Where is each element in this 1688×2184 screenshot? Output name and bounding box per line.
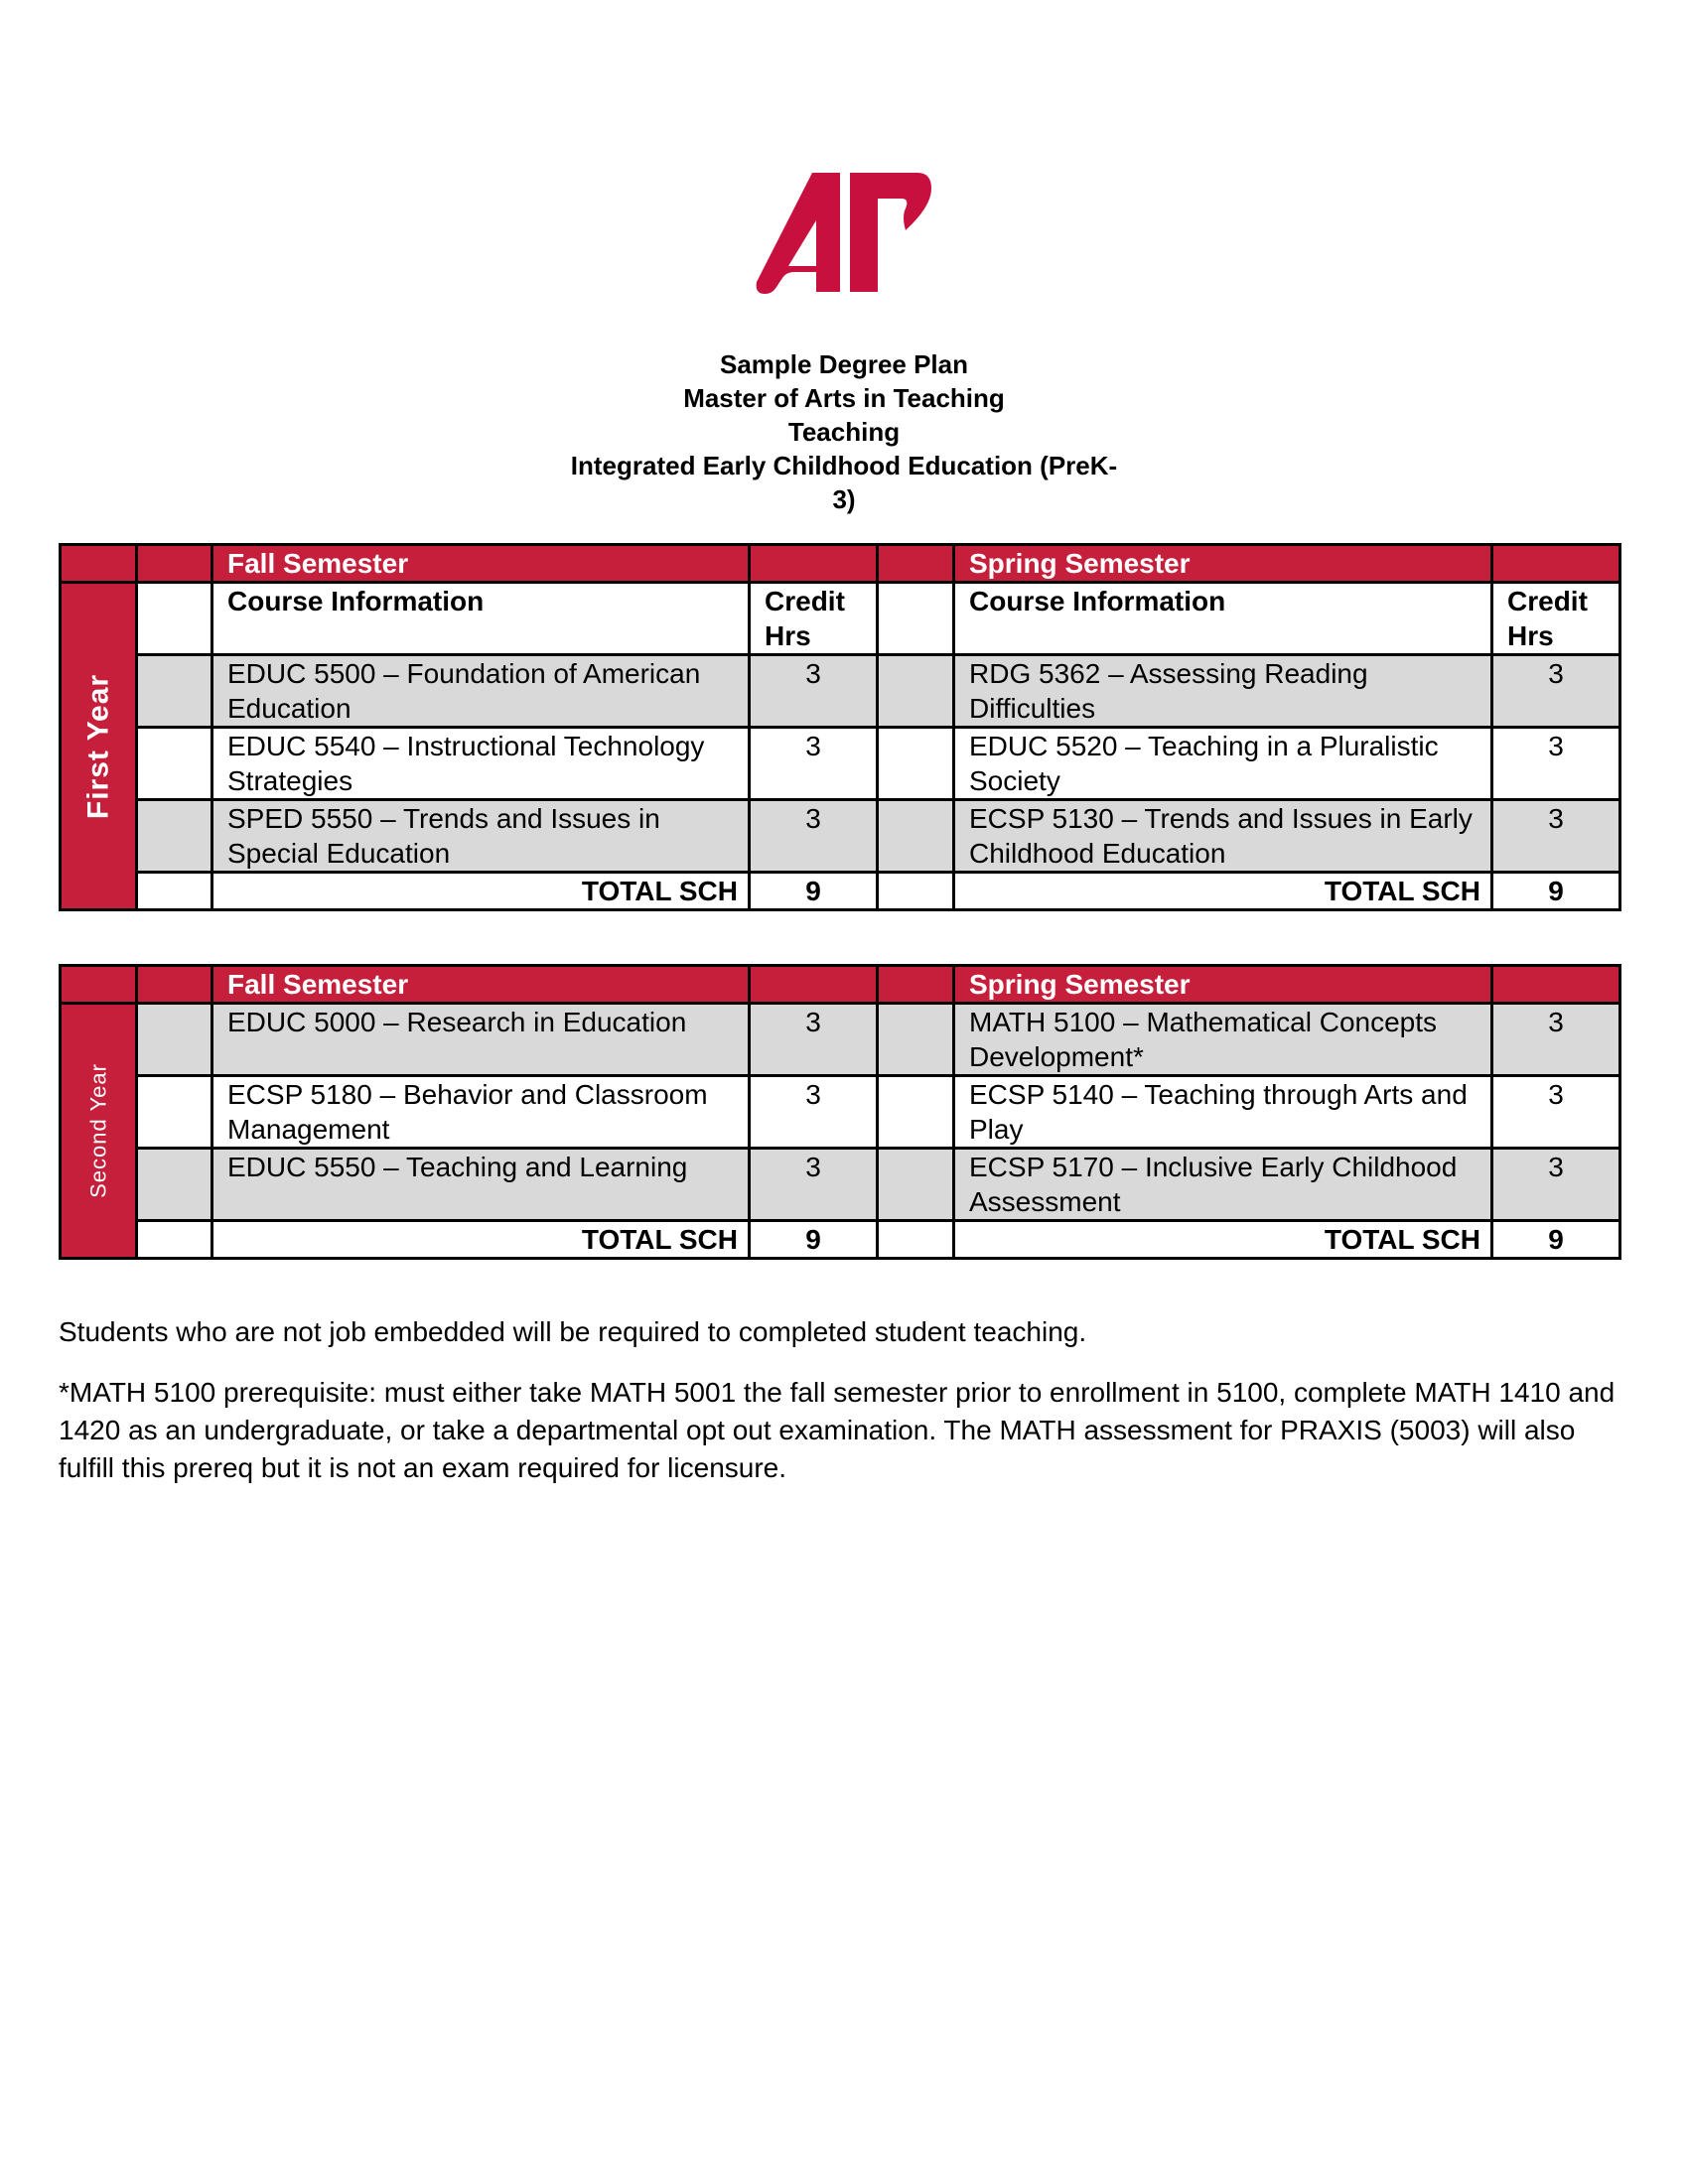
- logo-letter-a: [757, 173, 840, 294]
- course-row: [61, 728, 1620, 800]
- spring-total-label: TOTAL SCH: [954, 1221, 1492, 1259]
- title-line: Integrated Early Childhood Education (PreK-: [570, 451, 1118, 480]
- second-year-table: [59, 964, 1621, 1260]
- spring-course-name: ECSP 5130 – Trends and Issues in Early Childhood Education: [954, 800, 1492, 873]
- header-blank-cell: [137, 966, 212, 1004]
- fall-semester-heading: Fall Semester: [212, 545, 750, 583]
- header-corner-cell: [61, 545, 137, 583]
- fall-course-name: EDUC 5550 – Teaching and Learning: [212, 1149, 750, 1221]
- fall-semester-heading: Fall Semester: [212, 966, 750, 1004]
- credit-hrs-header: Credit Hrs: [750, 583, 878, 655]
- fall-course-name: EDUC 5000 – Research in Education: [212, 1004, 750, 1076]
- course-info-header: Course Information: [212, 583, 750, 655]
- total-row: [61, 1221, 1620, 1259]
- header-corner-cell: [61, 966, 137, 1004]
- first-year-label: First Year: [81, 673, 115, 819]
- header-blank-cell: [878, 966, 954, 1004]
- blank-cell: [137, 873, 212, 910]
- blank-cell: [878, 800, 954, 873]
- fall-total-value: 9: [750, 1221, 878, 1259]
- spring-semester-heading: Spring Semester: [954, 545, 1492, 583]
- credit-hrs-header: Credit Hrs: [1492, 583, 1620, 655]
- course-row: [61, 1149, 1620, 1221]
- column-header-row: [61, 583, 1620, 655]
- blank-cell: [137, 1221, 212, 1259]
- fall-course-credits: 3: [750, 728, 878, 800]
- spring-course-credits: 3: [1492, 1004, 1620, 1076]
- course-row: [61, 800, 1620, 873]
- math-prerequisite-note: *MATH 5100 prerequisite: must either take MATH 5001 the fall semester prior to enrollment in 5100, complete MATH 1410 and 1420 as an undergraduate, or take a departmental opt out examination. The MATH assessment for PRAXIS (5003) will also fulfill this prereq but it is not an exam required for licensure.: [59, 1377, 1616, 1483]
- fall-course-name: SPED 5550 – Trends and Issues in Special Education: [212, 800, 750, 873]
- course-row: [61, 1004, 1620, 1076]
- blank-cell: [878, 1149, 954, 1221]
- fall-course-credits: 3: [750, 1149, 878, 1221]
- title-line: Sample Degree Plan: [720, 349, 968, 379]
- blank-cell: [137, 1149, 212, 1221]
- blank-cell: [878, 1221, 954, 1259]
- title-line: Master of Arts in Teaching: [683, 383, 1005, 413]
- fall-course-credits: 3: [750, 1004, 878, 1076]
- blank-cell: [878, 873, 954, 910]
- spring-course-name: EDUC 5520 – Teaching in a Pluralistic Society: [954, 728, 1492, 800]
- student-teaching-note: Students who are not job embedded will be required to completed student teaching.: [59, 1316, 1087, 1347]
- fall-course-credits: 3: [750, 1076, 878, 1149]
- spring-course-credits: 3: [1492, 1149, 1620, 1221]
- course-row: [61, 1076, 1620, 1149]
- fall-course-name: EDUC 5500 – Foundation of American Education: [212, 655, 750, 728]
- spring-course-credits: 3: [1492, 728, 1620, 800]
- blank-cell: [878, 1076, 954, 1149]
- course-info-header: Course Information: [954, 583, 1492, 655]
- spring-course-credits: 3: [1492, 655, 1620, 728]
- fall-course-credits: 3: [750, 655, 878, 728]
- total-row: [61, 873, 1620, 910]
- blank-cell: [137, 800, 212, 873]
- fall-course-name: EDUC 5540 – Instructional Technology Strategies: [212, 728, 750, 800]
- header-blank-cell: [1492, 966, 1620, 1004]
- logo-letter-p: [850, 173, 931, 292]
- semester-header-row: [61, 545, 1620, 583]
- header-blank-cell: [137, 545, 212, 583]
- blank-cell: [878, 1004, 954, 1076]
- semester-header-row: [61, 966, 1620, 1004]
- spring-total-value: 9: [1492, 1221, 1620, 1259]
- blank-cell: [878, 728, 954, 800]
- blank-cell: [137, 583, 212, 655]
- spring-course-credits: 3: [1492, 1076, 1620, 1149]
- spring-course-name: ECSP 5140 – Teaching through Arts and Play: [954, 1076, 1492, 1149]
- spring-course-name: MATH 5100 – Mathematical Concepts Development*: [954, 1004, 1492, 1076]
- header-blank-cell: [1492, 545, 1620, 583]
- year-label-cell: [61, 1004, 137, 1259]
- spring-course-name: ECSP 5170 – Inclusive Early Childhood Assessment: [954, 1149, 1492, 1221]
- blank-cell: [878, 655, 954, 728]
- spring-total-value: 9: [1492, 873, 1620, 910]
- first-year-table: [59, 543, 1621, 911]
- fall-total-label: TOTAL SCH: [212, 873, 750, 910]
- spring-semester-heading: Spring Semester: [954, 966, 1492, 1004]
- header-blank-cell: [878, 545, 954, 583]
- fall-total-label: TOTAL SCH: [212, 1221, 750, 1259]
- header-blank-cell: [750, 545, 878, 583]
- course-row: [61, 655, 1620, 728]
- spring-course-credits: 3: [1492, 800, 1620, 873]
- blank-cell: [137, 1076, 212, 1149]
- blank-cell: [878, 583, 954, 655]
- year-label-cell: [61, 583, 137, 910]
- title-line: Teaching: [787, 417, 901, 447]
- title-line: 3): [832, 484, 856, 514]
- blank-cell: [137, 1004, 212, 1076]
- header-blank-cell: [750, 966, 878, 1004]
- spring-total-label: TOTAL SCH: [954, 873, 1492, 910]
- blank-cell: [137, 655, 212, 728]
- blank-cell: [137, 728, 212, 800]
- second-year-label: Second Year: [85, 1063, 111, 1198]
- fall-total-value: 9: [750, 873, 878, 910]
- document-title: [447, 347, 1241, 516]
- fall-course-credits: 3: [750, 800, 878, 873]
- spring-course-name: RDG 5362 – Assessing Reading Difficulties: [954, 655, 1492, 728]
- fall-course-name: ECSP 5180 – Behavior and Classroom Management: [212, 1076, 750, 1149]
- university-logo: [753, 167, 937, 310]
